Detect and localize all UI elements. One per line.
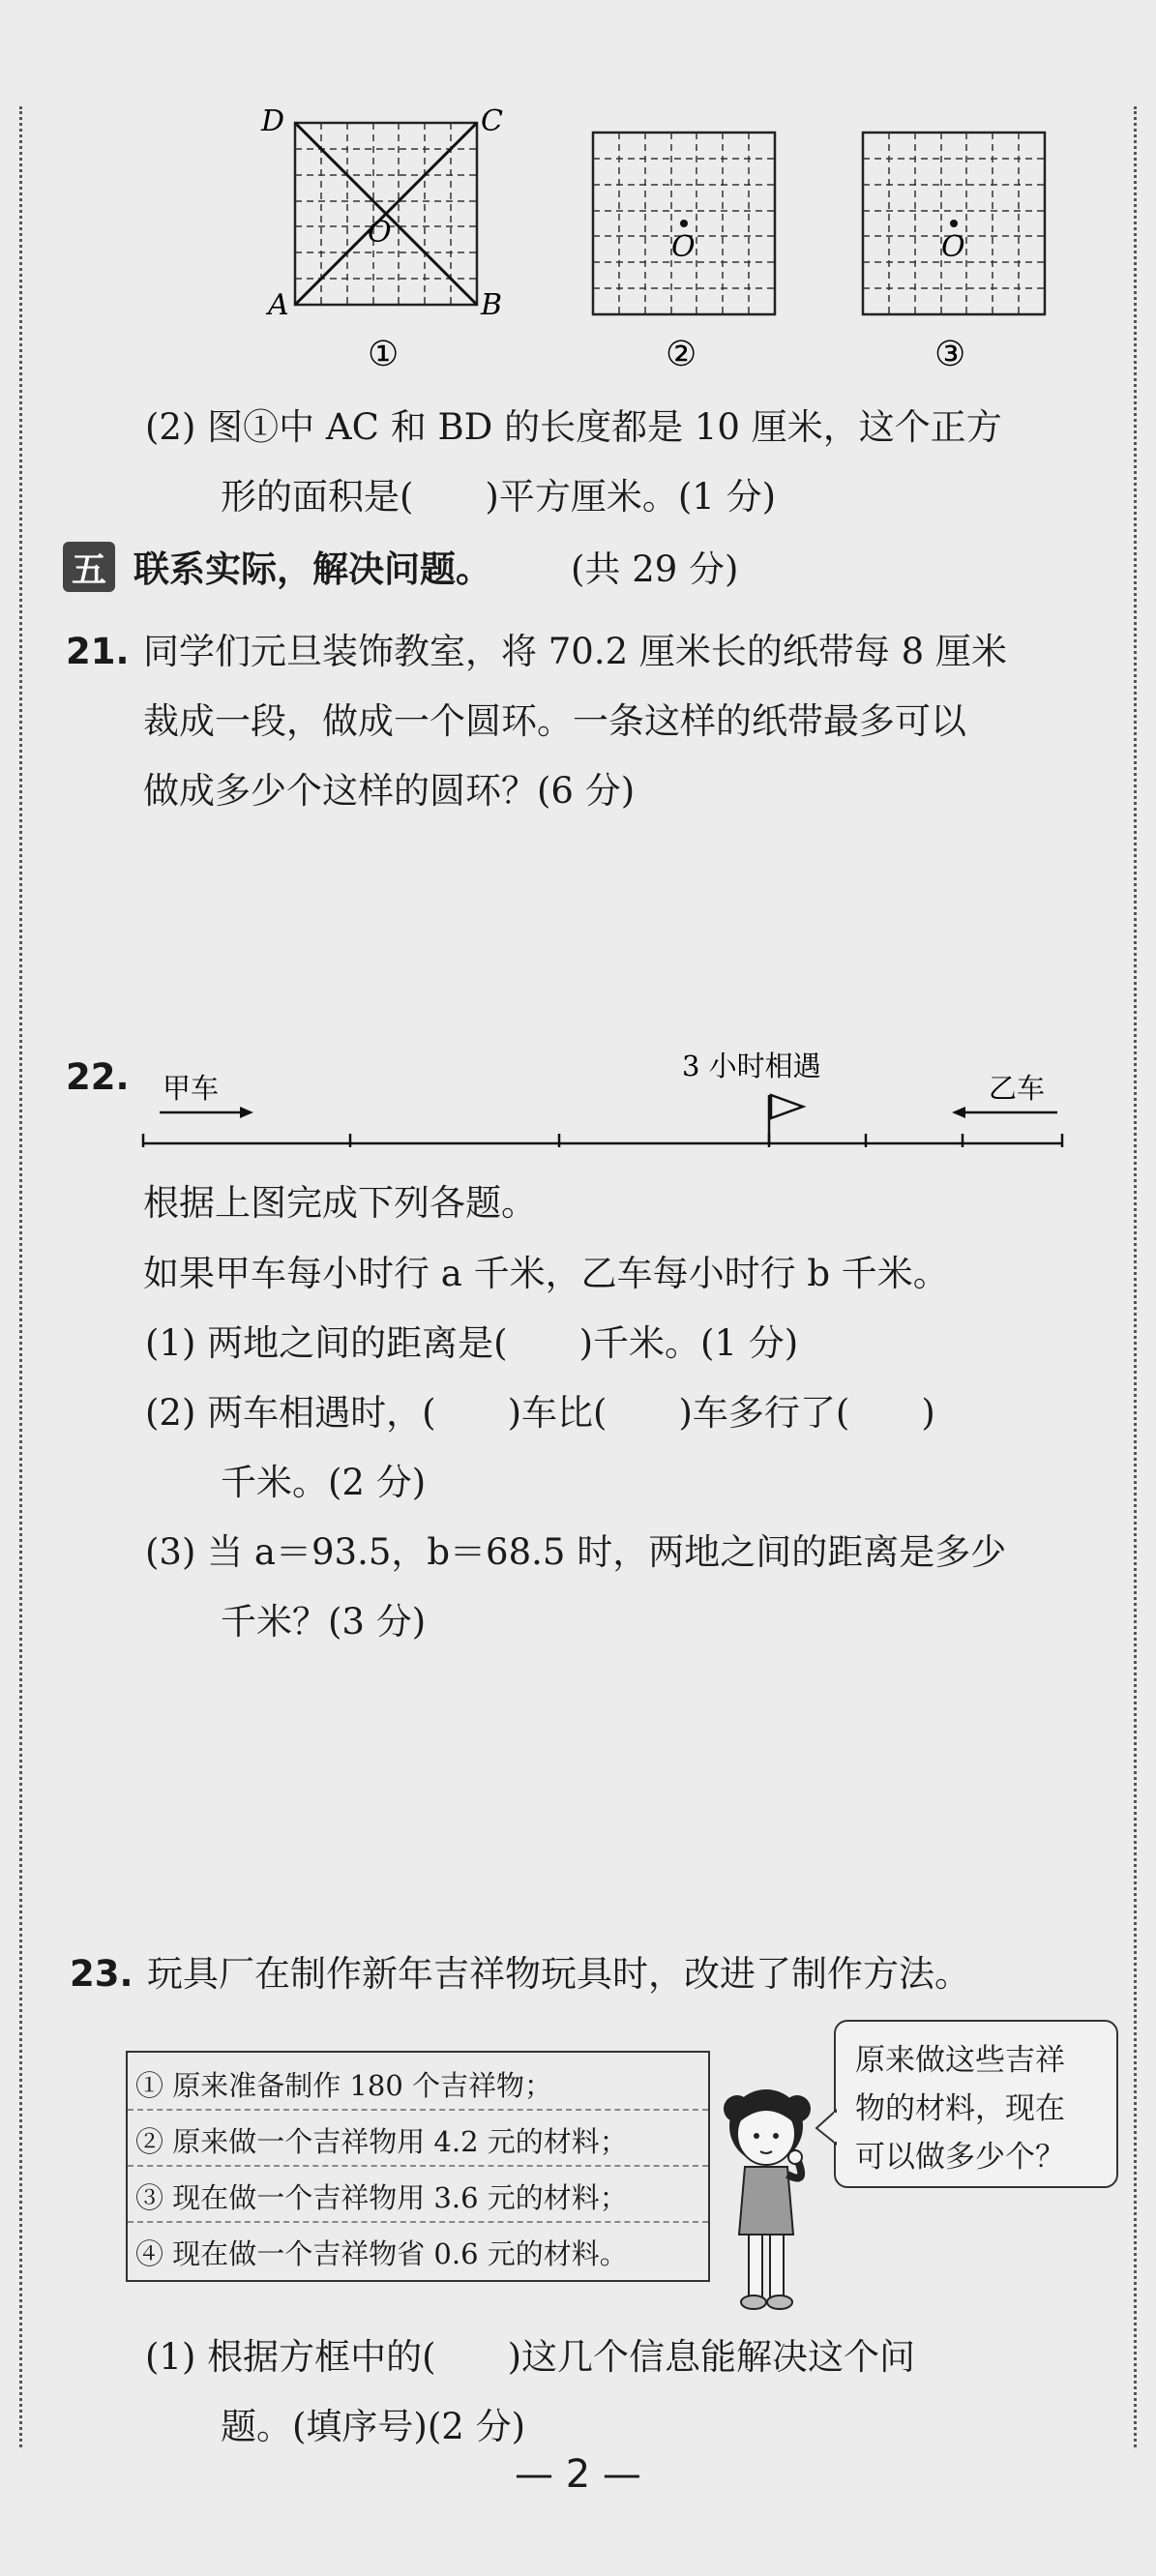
- car-a-label: 甲车: [163, 1072, 220, 1105]
- speech-bubble: [834, 2020, 1118, 2188]
- q23-stem: 玩具厂在制作新年吉祥物玩具时，改进了制作方法。: [147, 1953, 970, 1995]
- caption-3: ③: [934, 335, 966, 374]
- right-margin-dotted-line: [1134, 106, 1137, 2447]
- q22-part3-line1: (3) 当 a＝93.5，b＝68.5 时，两地之间的距离是多少: [145, 1531, 1007, 1573]
- car-b-label: 乙车: [989, 1072, 1046, 1105]
- section-score: (共 29 分): [571, 548, 739, 590]
- info-divider: [128, 2221, 708, 2223]
- info-item-1: ① 原来准备制作 180 个吉祥物；: [135, 2069, 553, 2102]
- label-o-3: O: [941, 230, 965, 264]
- label-o-1: O: [368, 216, 392, 250]
- q21-line1: 同学们元旦装饰教室，将 70.2 厘米长的纸带每 8 厘米: [143, 631, 1007, 672]
- label-c: C: [481, 104, 503, 138]
- speech-line-2: 物的材料，现在: [855, 2091, 1065, 2126]
- car-a-arrow-icon: [160, 1107, 253, 1118]
- speech-line-3: 可以做多少个？: [855, 2140, 1065, 2175]
- q21-line3: 做成多少个这样的圆环？(6 分): [143, 770, 636, 812]
- q23-number: 23.: [70, 1953, 133, 1995]
- meet-label: 3 小时相遇: [682, 1050, 821, 1082]
- speech-line-1: 原来做这些吉祥: [855, 2043, 1065, 2078]
- left-margin-dotted-line: [19, 106, 22, 2447]
- q22-part3-line2: 千米？(3 分): [221, 1601, 427, 1643]
- info-divider: [128, 2165, 708, 2167]
- label-d: D: [261, 104, 285, 138]
- q21-line2: 裁成一段，做成一个圆环。一条这样的纸带最多可以: [143, 700, 966, 742]
- info-box: [126, 2051, 710, 2282]
- label-a: A: [268, 288, 289, 322]
- label-o-2: O: [671, 230, 696, 264]
- q22-part1: (1) 两地之间的距离是( )千米。(1 分): [145, 1322, 799, 1364]
- info-item-4: ④ 现在做一个吉祥物省 0.6 元的材料。: [135, 2237, 628, 2270]
- info-divider: [128, 2109, 708, 2111]
- q23-part1-line2: 题。(填序号)(2 分): [221, 2406, 526, 2447]
- q22-part2-line1: (2) 两车相遇时，( )车比( )车多行了( ): [145, 1392, 935, 1434]
- caption-2: ②: [666, 335, 697, 374]
- q23-part1-line1: (1) 根据方框中的( )这几个信息能解决这个问: [145, 2336, 916, 2378]
- info-item-2: ② 原来做一个吉祥物用 4.2 元的材料；: [135, 2125, 628, 2158]
- q22-intro: 根据上图完成下列各题。: [143, 1182, 537, 1224]
- info-item-3: ③ 现在做一个吉祥物用 3.6 元的材料；: [135, 2181, 628, 2214]
- square-figures: [0, 0, 1156, 387]
- q22-part2-line2: 千米。(2 分): [221, 1462, 427, 1503]
- meeting-flag-icon: [769, 1095, 803, 1143]
- caption-1: ①: [368, 335, 400, 374]
- thinking-girl-illustration: [716, 2070, 842, 2322]
- section-title: 联系实际，解决问题。: [133, 548, 491, 590]
- q22-number: 22.: [66, 1056, 130, 1098]
- q20-part2-line2: 形的面积是( )平方厘米。(1 分): [221, 476, 777, 518]
- page-number: — 2 —: [515, 2452, 641, 2497]
- speech-bubble-tail: [815, 2109, 840, 2147]
- figure-2-grid: [593, 133, 775, 374]
- q22-condition: 如果甲车每小时行 a 千米，乙车每小时行 b 千米。: [143, 1253, 949, 1294]
- section-badge: 五: [63, 542, 115, 592]
- car-b-arrow-icon: [952, 1107, 1057, 1118]
- q21-number: 21.: [66, 631, 130, 672]
- q20-part2-line1: (2) 图①中 AC 和 BD 的长度都是 10 厘米，这个正方: [145, 406, 1002, 448]
- q22-distance-diagram: [0, 1035, 1156, 1161]
- figure-3-grid: [863, 133, 1045, 374]
- label-b: B: [481, 288, 503, 322]
- figure-1-square-with-diagonals: [260, 104, 503, 374]
